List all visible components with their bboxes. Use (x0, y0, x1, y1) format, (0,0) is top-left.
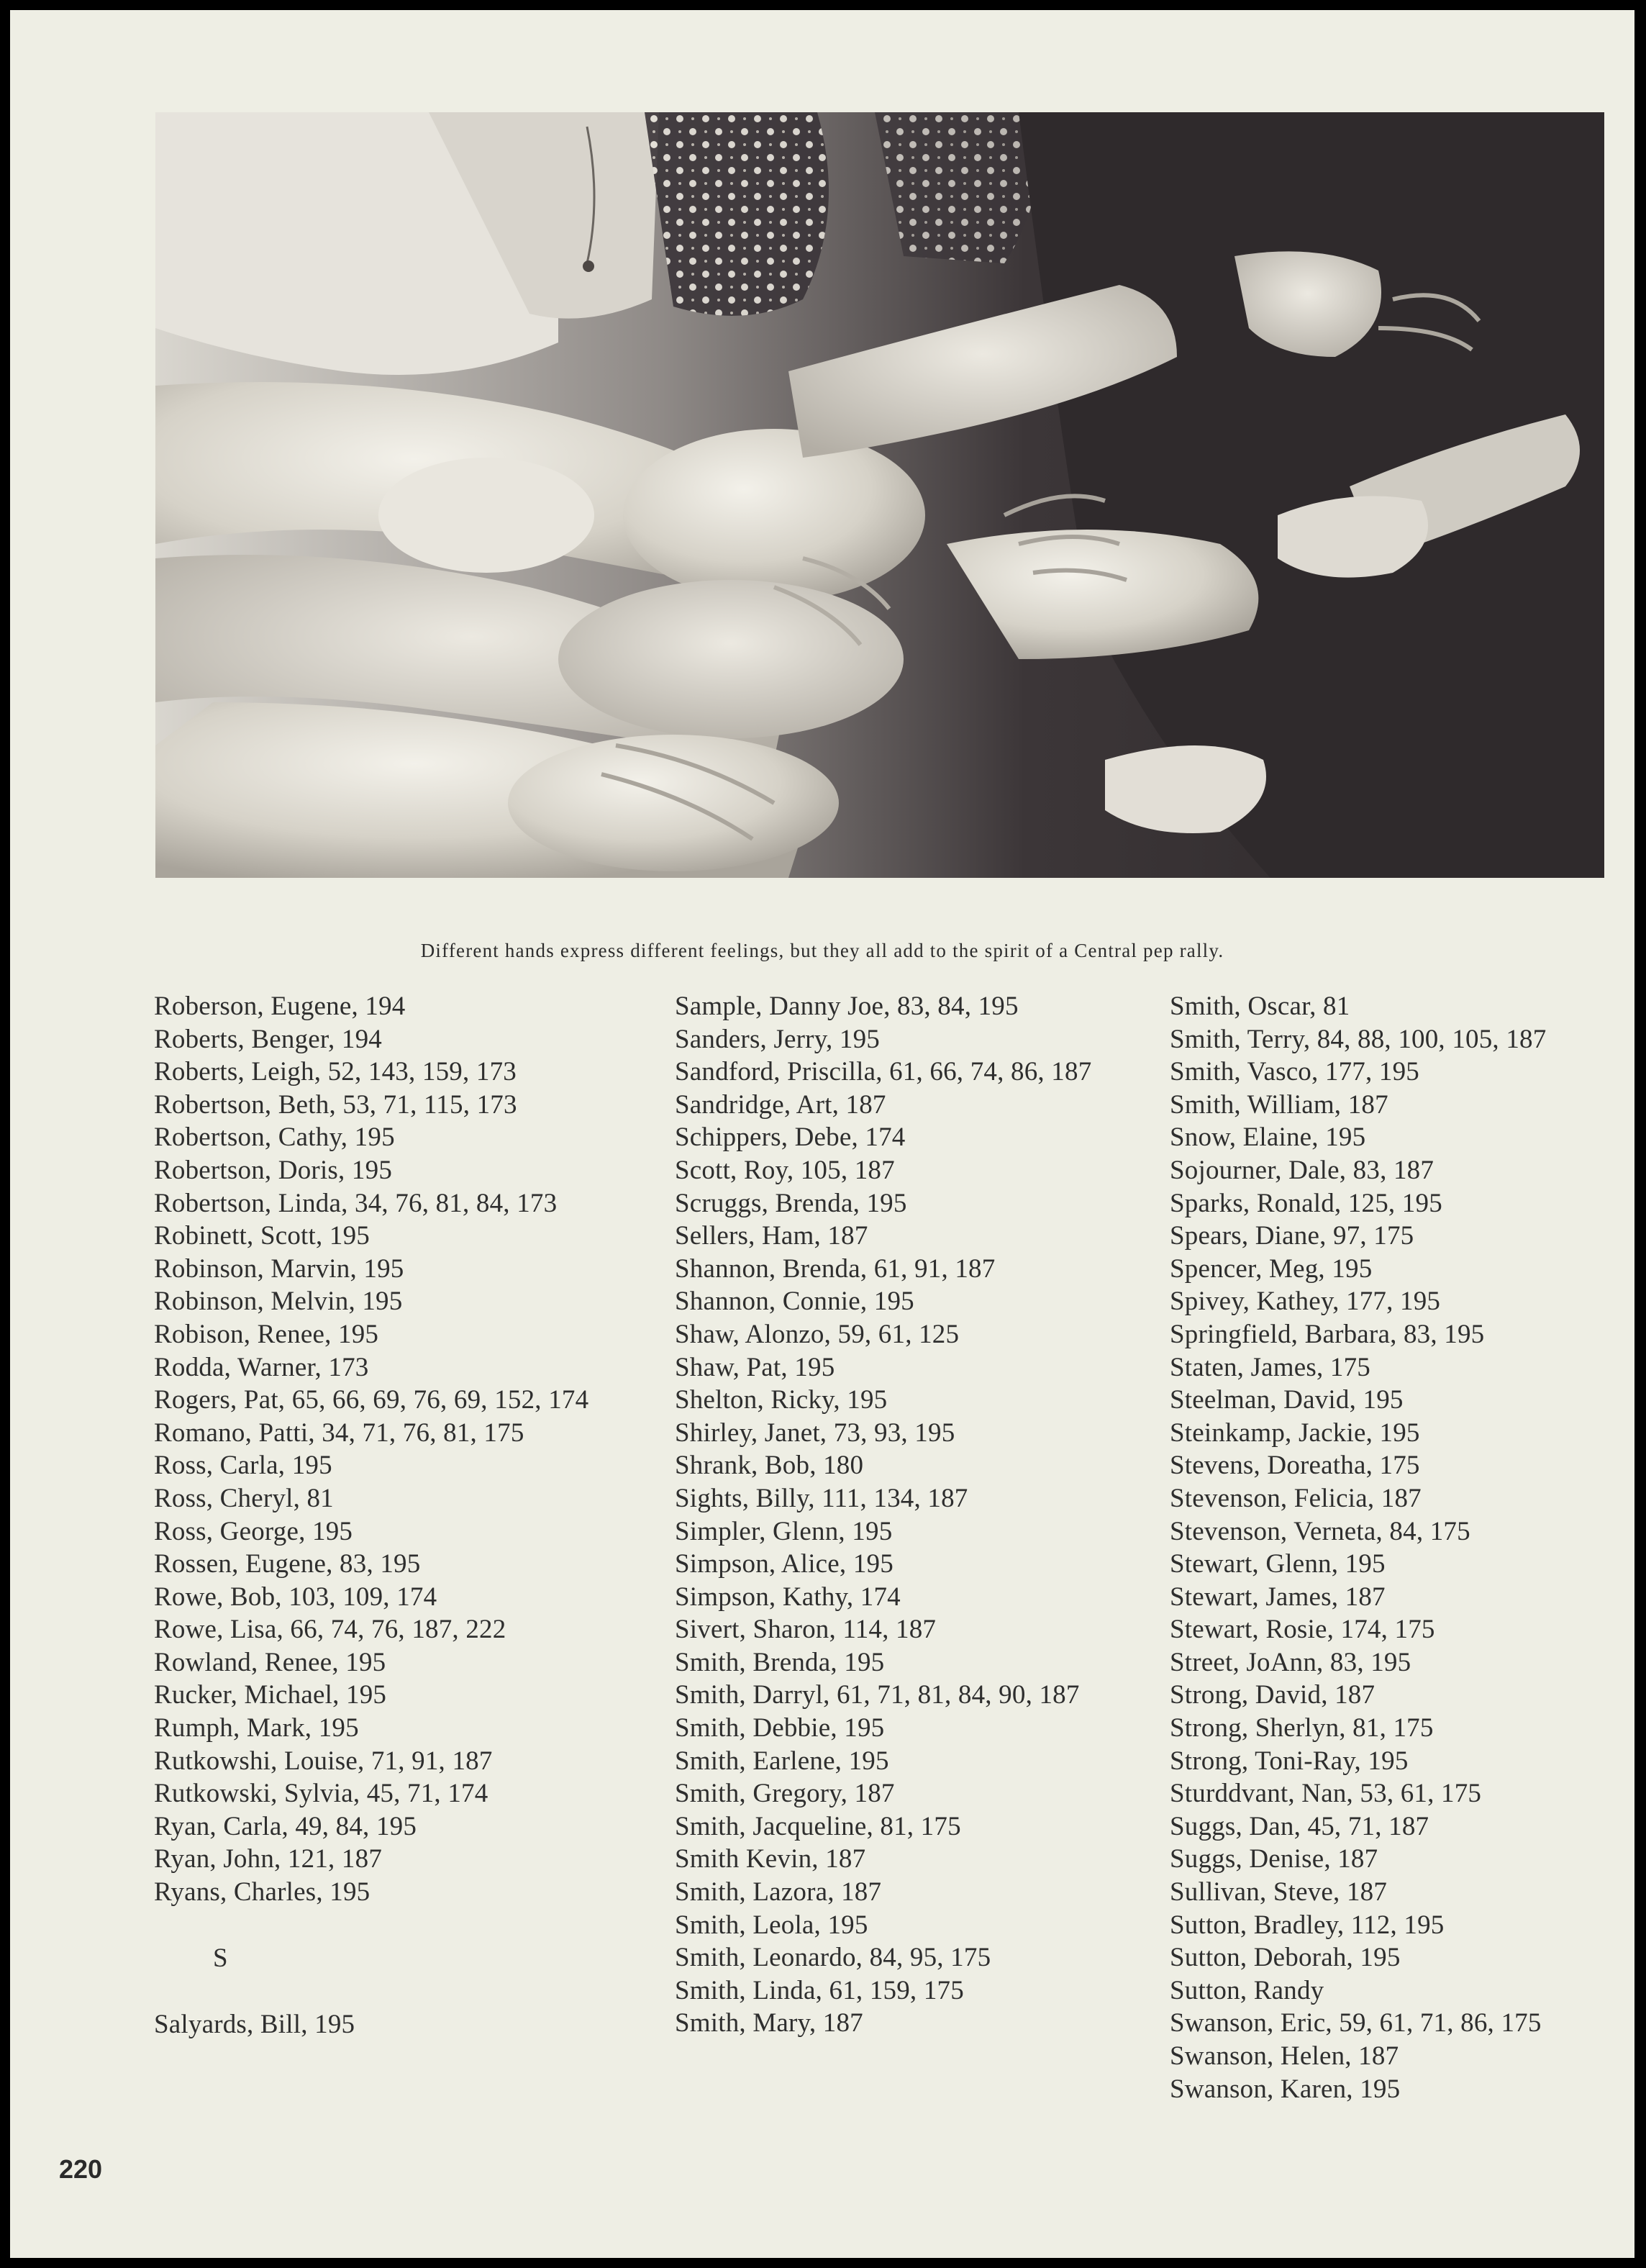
index-entry: Sullivan, Steve, 187 (1170, 1877, 1388, 1908)
index-entry: Shannon, Connie, 195 (675, 1287, 914, 1317)
index-entry: Spivey, Kathey, 177, 195 (1170, 1287, 1441, 1317)
index-entry: Shrank, Bob, 180 (675, 1451, 864, 1481)
index-entry: Rogers, Pat, 65, 66, 69, 76, 69, 152, 174 (154, 1385, 589, 1415)
index-entry: Suggs, Dan, 45, 71, 187 (1170, 1811, 1429, 1841)
index-entry: Sutton, Bradley, 112, 195 (1170, 1910, 1445, 1940)
index-entry: Smith, William, 187 (1170, 1089, 1388, 1120)
index-entry: Smith, Mary, 187 (675, 2008, 863, 2038)
index-entry: Smith, Earlene, 195 (675, 1746, 889, 1776)
index-entry: Stevens, Doreatha, 175 (1170, 1451, 1420, 1481)
index-entry: Street, JoAnn, 83, 195 (1170, 1647, 1411, 1677)
yearbook-page (10, 10, 1634, 2258)
index-entry: Sellers, Ham, 187 (675, 1221, 868, 1251)
index-entry: Rowland, Renee, 195 (154, 1647, 386, 1677)
index-entry: Smith, Leonardo, 84, 95, 175 (675, 1943, 991, 1973)
index-entry: Shirley, Janet, 73, 93, 195 (675, 1418, 955, 1448)
index-entry: Smith, Vasco, 177, 195 (1170, 1057, 1420, 1087)
index-entry: Swanson, Eric, 59, 61, 71, 86, 175 (1170, 2008, 1542, 2038)
index-entry: Rowe, Lisa, 66, 74, 76, 187, 222 (154, 1615, 506, 1645)
index-entry: Schippers, Debe, 174 (675, 1122, 906, 1153)
index-entry: Romano, Patti, 34, 71, 76, 81, 175 (154, 1418, 524, 1448)
index-entry: Smith Kevin, 187 (675, 1844, 866, 1874)
index-entry: Smith, Jacqueline, 81, 175 (675, 1811, 961, 1841)
index-entry: Sutton, Deborah, 195 (1170, 1943, 1401, 1973)
index-entry: Steelman, David, 195 (1170, 1385, 1404, 1415)
index-entry: Robertson, Cathy, 195 (154, 1122, 395, 1153)
index-entry: Rucker, Michael, 195 (154, 1680, 387, 1710)
index-entry: Strong, Sherlyn, 81, 175 (1170, 1713, 1434, 1743)
photo-illustration (155, 112, 1604, 878)
section-letter-heading: S (213, 1943, 228, 1973)
index-entry: Smith, Leola, 195 (675, 1910, 868, 1940)
index-entry: Strong, Toni-Ray, 195 (1170, 1746, 1409, 1776)
index-entry: Rutkowshi, Louise, 71, 91, 187 (154, 1746, 493, 1776)
index-entry: Stewart, James, 187 (1170, 1582, 1386, 1612)
index-entry: Rowe, Bob, 103, 109, 174 (154, 1582, 437, 1612)
index-entry: Roberts, Leigh, 52, 143, 159, 173 (154, 1057, 517, 1087)
index-entry: Rodda, Warner, 173 (154, 1352, 369, 1382)
index-entry: Shelton, Ricky, 195 (675, 1385, 888, 1415)
index-entry: Robinson, Melvin, 195 (154, 1287, 403, 1317)
index-entry: Roberts, Benger, 194 (154, 1024, 382, 1054)
index-entry: Robertson, Doris, 195 (154, 1155, 393, 1185)
index-entry: Robertson, Linda, 34, 76, 81, 84, 173 (154, 1188, 558, 1218)
index-entry: Swanson, Helen, 187 (1170, 2041, 1399, 2071)
index-entry: Spears, Diane, 97, 175 (1170, 1221, 1414, 1251)
index-entry: Shannon, Brenda, 61, 91, 187 (675, 1253, 996, 1284)
index-entry: Stevenson, Felicia, 187 (1170, 1483, 1422, 1513)
index-entry: Sights, Billy, 111, 134, 187 (675, 1483, 968, 1513)
index-entry: Smith, Brenda, 195 (675, 1647, 885, 1677)
index-entry: Stevenson, Verneta, 84, 175 (1170, 1516, 1470, 1546)
index-entry: Robison, Renee, 195 (154, 1319, 379, 1349)
index-entry: Smith, Terry, 84, 88, 100, 105, 187 (1170, 1024, 1547, 1054)
index-column-1 (154, 990, 643, 2041)
index-entry: Sample, Danny Joe, 83, 84, 195 (675, 992, 1019, 1021)
page-number: 220 (59, 2154, 103, 2184)
index-entry: Sparks, Ronald, 125, 195 (1170, 1188, 1442, 1218)
index-entry: Robinson, Marvin, 195 (154, 1253, 404, 1284)
index-entry: Robinett, Scott, 195 (154, 1221, 370, 1251)
index-entry: Smith, Lazora, 187 (675, 1877, 882, 1908)
index-entry: Ryan, John, 121, 187 (154, 1844, 383, 1874)
pep-rally-hands-photo (155, 112, 1604, 878)
index-entry: Scott, Roy, 105, 187 (675, 1155, 895, 1185)
index-entry: Shaw, Pat, 195 (675, 1352, 835, 1382)
index-entry: Staten, James, 175 (1170, 1352, 1371, 1382)
index-entry: Swanson, Karen, 195 (1170, 2074, 1401, 2104)
index-entry: Scruggs, Brenda, 195 (675, 1188, 907, 1218)
index-entry: Stewart, Rosie, 174, 175 (1170, 1615, 1435, 1645)
index-column-2 (675, 990, 1142, 2040)
index-entry: Suggs, Denise, 187 (1170, 1844, 1378, 1874)
index-entry: Rumph, Mark, 195 (154, 1713, 359, 1743)
index-entry: Ross, Carla, 195 (154, 1451, 332, 1481)
index-entry: Ryans, Charles, 195 (154, 1877, 370, 1908)
index-entry: Springfield, Barbara, 83, 195 (1170, 1319, 1485, 1349)
index-entry: Ryan, Carla, 49, 84, 195 (154, 1811, 417, 1841)
index-column-3 (1170, 990, 1630, 2105)
index-entry: Rossen, Eugene, 83, 195 (154, 1549, 421, 1579)
index-entry: Smith, Gregory, 187 (675, 1779, 895, 1809)
index-entry: Simpler, Glenn, 195 (675, 1516, 893, 1546)
index-entry: Smith, Linda, 61, 159, 175 (675, 1975, 964, 2005)
index-entry: Spencer, Meg, 195 (1170, 1253, 1373, 1284)
index-entry: Smith, Debbie, 195 (675, 1713, 885, 1743)
index-entry: Sivert, Sharon, 114, 187 (675, 1615, 937, 1645)
index-entry: Snow, Elaine, 195 (1170, 1122, 1366, 1153)
index-entry: Strong, David, 187 (1170, 1680, 1376, 1710)
index-entry: Ross, Cheryl, 81 (154, 1483, 334, 1513)
index-entry: Sandford, Priscilla, 61, 66, 74, 86, 187 (675, 1057, 1092, 1087)
index-entry: Ross, George, 195 (154, 1516, 353, 1546)
index-entry: Smith, Oscar, 81 (1170, 992, 1350, 1021)
index-entry: Sturddvant, Nan, 53, 61, 175 (1170, 1779, 1482, 1809)
index-entry: Stewart, Glenn, 195 (1170, 1549, 1386, 1579)
index-entry: Shaw, Alonzo, 59, 61, 125 (675, 1319, 960, 1349)
photo-caption: Different hands express different feelings, but they all add to the spirit of a Central pep rally. (420, 940, 1224, 961)
index-entry: Sutton, Randy (1170, 1975, 1324, 2005)
index-entry: Rutkowski, Sylvia, 45, 71, 174 (154, 1779, 488, 1809)
index-entry: Sojourner, Dale, 83, 187 (1170, 1155, 1434, 1185)
index-entry: Sandridge, Art, 187 (675, 1089, 886, 1120)
index-entry: Steinkamp, Jackie, 195 (1170, 1418, 1420, 1448)
index-entry: Salyards, Bill, 195 (154, 2009, 355, 2039)
index-entry: Simpson, Kathy, 174 (675, 1582, 901, 1612)
index-entry: Roberson, Eugene, 194 (154, 992, 406, 1021)
index-entry: Robertson, Beth, 53, 71, 115, 173 (154, 1089, 517, 1120)
index-entry: Sanders, Jerry, 195 (675, 1024, 881, 1054)
index-entry: Simpson, Alice, 195 (675, 1549, 894, 1579)
index-entry: Smith, Darryl, 61, 71, 81, 84, 90, 187 (675, 1680, 1080, 1710)
